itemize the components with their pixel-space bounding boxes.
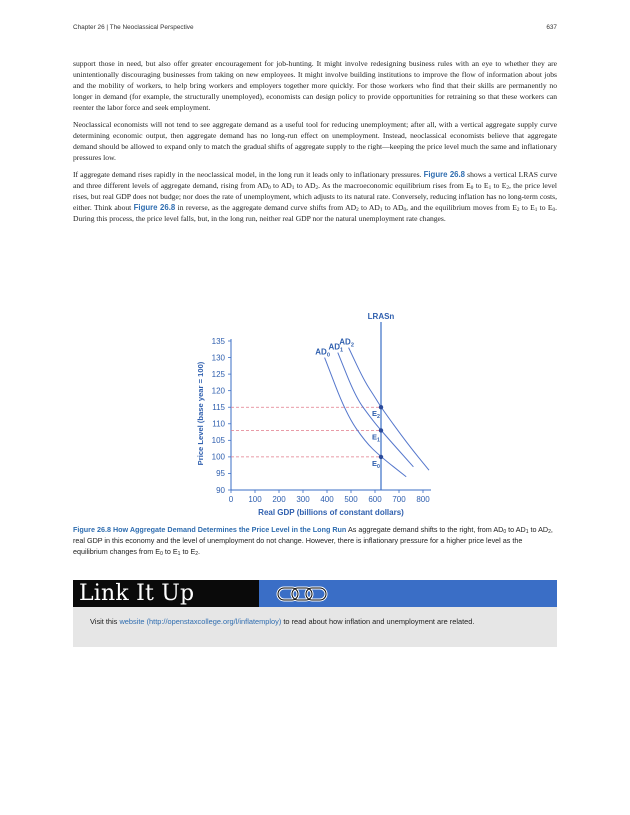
equilibrium-label-0: $E_0$ [372,458,380,470]
x-tick-label: 200 [272,495,286,504]
page-number: 637 [546,24,557,31]
paragraph-3: If aggregate demand rises rapidly in the neoclassical model, in the long run it leads only to inflationary pressures. Figure 26.8 shows a vertical LRAS curve and three different levels of aggregate demand, rising from $AD_0$ to $AD_1$ to $AD_2$. As the macroeconomic equilibrium rises from $E_0$ to $E_1$ to $E_2$, the price level rises, but real GDP does not budge; nor does the rate of unemployment, which adjusts to its natural rate. Conversely, reducing inflation has no long-term costs, either. Think about Figure 26.8 in reverse, as the aggregate demand curve shifts from $AD_2$ to $AD_1$ to $AD_0$, and the equilibrium moves from $E_2$ to $E_1$ to $E_0$. During this process, the price level falls, but, in the long run, neither real GDP nor the natural unemployment rate changes. [73,169,558,224]
paragraph-2: Neoclassical economists will not tend to see aggregate demand as a useful tool for reducing unemployment; after all, with a vertical aggregate supply curve determining economic output, then aggregate demand has no long-run effect on unemployment. Instead, neoclassical economists believe that aggregate demand should be allowed to expand only to match the gradual shifts of aggregate supply to the right—keeping the price level much the same and inflationary pressures low. [73,119,557,163]
chain-link-icon [276,584,334,604]
x-tick-label: 400 [320,495,334,504]
y-tick-label: 120 [211,386,225,396]
ad-label-1: $AD_1$ [328,342,344,354]
banner-title: Link It Up [79,581,195,606]
equilibrium-point-1 [379,428,383,432]
x-tick-label: 500 [344,495,358,504]
ad-curve-0 [325,358,407,477]
lras-label: LRASn [367,312,395,321]
link-it-up-box: Visit this website (http://openstaxcollege.org/l/inflatemploy) to read about how inflation and unemployment are related. [73,607,557,647]
ad-lras-chart [193,308,443,518]
x-axis-label: Real GDP (billions of constant dollars) [258,508,404,517]
y-tick-label: 90 [216,485,225,495]
ad-label-0: $AD_0$ [315,347,330,359]
ad-curve-2 [349,348,429,471]
x-tick-label: 100 [248,495,262,504]
y-tick-label: 125 [211,369,225,379]
x-tick-label: 300 [296,495,310,504]
equilibrium-point-0 [379,455,383,459]
figure-caption: Figure 26.8 How Aggregate Demand Determines the Price Level in the Long Run As aggregate demand shifts to the right, from $AD_0$ to $AD_1$ to $AD_2$, real GDP in this economy and the level of unemployment do not change. However, there is inflationary pressure for a higher price level as the equilibrium changes from $E_0$ to $E_1$ to $E_2$. [73,525,553,558]
equilibrium-label-1: $E_1$ [372,432,380,444]
y-tick-label: 110 [212,419,225,429]
page-header [73,24,557,31]
y-tick-label: 95 [216,469,225,479]
banner-title-block [73,580,259,607]
body-text [73,58,557,230]
x-tick-label: 800 [416,495,430,504]
equilibrium-label-2: $E_2$ [372,409,380,421]
x-tick-label: 700 [392,495,406,504]
x-tick-label: 600 [368,495,382,504]
y-tick-label: 135 [211,336,225,346]
equilibrium-point-2 [379,405,383,409]
figure-link[interactable]: Figure 26.8 [133,203,176,213]
link-it-up-banner [73,580,557,607]
y-tick-label: 115 [212,403,225,413]
y-tick-label: 105 [211,436,225,446]
paragraph-1: support those in need, but also offer greater encouragement for job-hunting. It might involve redesigning business rules with an eye to whether they are unintentionally discouraging businesses from taking on new employees. It might involve building institutions to improve the flow of information about jobs and the mobility of workers, to help bring workers and employers together more quickly. For those workers who find that their skills are permanently no longer in demand (for example, the structurally unemployed), economists can design policy to provide opportunities for retraining so that these workers can reenter the labor force and seek employment. [73,59,557,113]
chapter-title: Chapter 26 | The Neoclassical Perspective [73,24,194,31]
y-tick-label: 130 [211,353,225,363]
caption-title: Figure 26.8 How Aggregate Demand Determines the Price Level in the Long Run [73,525,347,534]
website-link[interactable]: website (http://openstaxcollege.org/l/inflatemploy) [119,617,282,626]
ad-label-2: $AD_2$ [339,337,354,349]
figure-link[interactable]: Figure 26.8 [423,169,466,179]
y-axis-label: Price Level (base year = 100) [196,361,205,466]
y-tick-label: 100 [211,452,225,462]
x-tick-label: 0 [228,495,234,504]
